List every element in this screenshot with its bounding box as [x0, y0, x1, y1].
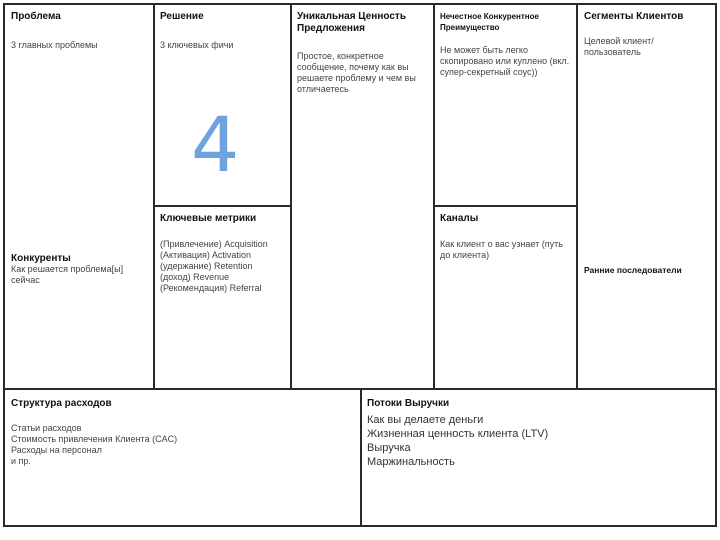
channels-title: Каналы: [440, 213, 479, 224]
competitors-title: Конкуренты: [11, 253, 71, 264]
cost-structure-title: Структура расходов: [11, 398, 112, 409]
solution-text: 3 ключевых фичи: [160, 40, 234, 50]
cost-structure-text: Статьи расходов Стоимость привлечения Клиента (CAC) Расходы на персонал и пр.: [11, 423, 178, 466]
unfair-advantage-block: [433, 3, 578, 207]
channels-block: [433, 205, 578, 390]
revenue-streams-text: Как вы делаете деньги Жизненная ценность клиента (LTV) Выручка Маржинальность: [367, 414, 549, 468]
unfair-advantage-title: Нечестное Конкурентное Преимущество: [440, 12, 539, 32]
revenue-streams-block: [360, 388, 717, 527]
cost-structure-block: [3, 388, 362, 527]
unfair-advantage-text: Не может быть легко скопировано или куплено (вкл. супер-секретный соус)): [440, 45, 570, 77]
segments-block: [576, 3, 717, 390]
key-metrics-text: (Привлечение) Acquisition (Активация) Activation (удержание) Retention (доход) Revenue (Рекомендация) Referral: [160, 239, 268, 293]
problem-block: [3, 3, 155, 390]
uvp-title: Уникальная Ценность Предложения: [297, 11, 406, 34]
number-mark: 4: [191, 100, 240, 189]
early-adopters-title: Ранние последователи: [584, 265, 682, 275]
problem-text: 3 главных проблемы: [11, 40, 98, 50]
solution-block: [153, 3, 292, 207]
uvp-block: [290, 3, 435, 390]
channels-text: Как клиент о вас узнает (путь до клиента): [440, 239, 563, 260]
revenue-streams-title: Потоки Выручки: [367, 398, 450, 409]
problem-title: Проблема: [11, 11, 61, 22]
segments-title: Сегменты Клиентов: [584, 11, 684, 22]
key-metrics-title: Ключевые метрики: [160, 213, 257, 224]
competitors-text: Как решается проблема[ы] сейчас: [11, 264, 124, 285]
segments-text: Целевой клиент/пользователь: [584, 36, 654, 57]
key-metrics-block: [153, 205, 292, 390]
uvp-text: Простое, конкретное сообщение, почему как вы решаете проблему и чем вы отличаетесь: [297, 51, 416, 94]
solution-title: Решение: [160, 11, 204, 22]
